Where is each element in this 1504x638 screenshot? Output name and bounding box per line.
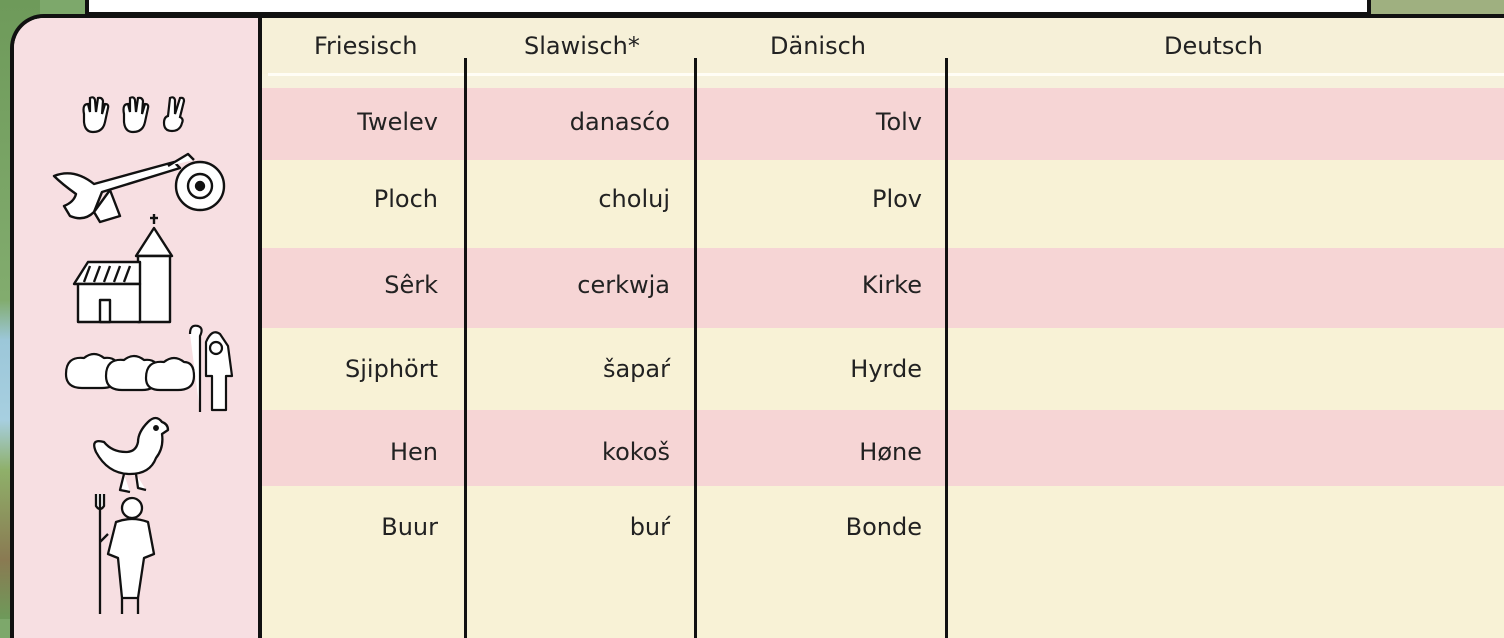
cell-daenisch: Bonde [845,513,922,541]
row-stripe [262,486,1504,638]
column-divider [464,58,467,638]
cell-friesisch: Twelev [357,108,438,136]
shepherd-with-sheep-icon [62,324,242,414]
column-divider [945,58,948,638]
vocabulary-table [10,14,1504,638]
farmer-with-pitchfork-icon [94,490,170,618]
cell-slawisch: choluj [598,185,670,213]
hands-counting-icon [80,92,204,134]
cell-slawisch: kokoš [602,438,670,466]
header-deutsch: Deutsch [1164,32,1263,60]
cell-slawisch: cerkwja [577,271,670,299]
cell-friesisch: Sjiphört [345,355,438,383]
header-rule [268,73,1504,76]
header-row [262,18,1504,74]
cell-friesisch: Ploch [373,185,438,213]
cell-slawisch: šapaŕ [602,355,670,383]
header-daenisch: Dänisch [770,32,866,60]
header-friesisch: Friesisch [314,32,418,60]
cell-friesisch: Sêrk [384,271,438,299]
cell-daenisch: Høne [859,438,922,466]
cell-daenisch: Hyrde [850,355,922,383]
cell-friesisch: Hen [389,438,438,466]
church-icon [70,214,190,326]
header-slawisch: Slawisch* [524,32,640,60]
cell-slawisch: danasćo [569,108,670,136]
hen-icon [84,412,174,496]
cell-daenisch: Tolv [875,108,922,136]
cell-friesisch: Buur [381,513,438,541]
cell-daenisch: Plov [871,185,922,213]
cell-slawisch: buŕ [629,513,670,541]
column-divider [694,58,697,638]
cell-daenisch: Kirke [861,271,922,299]
